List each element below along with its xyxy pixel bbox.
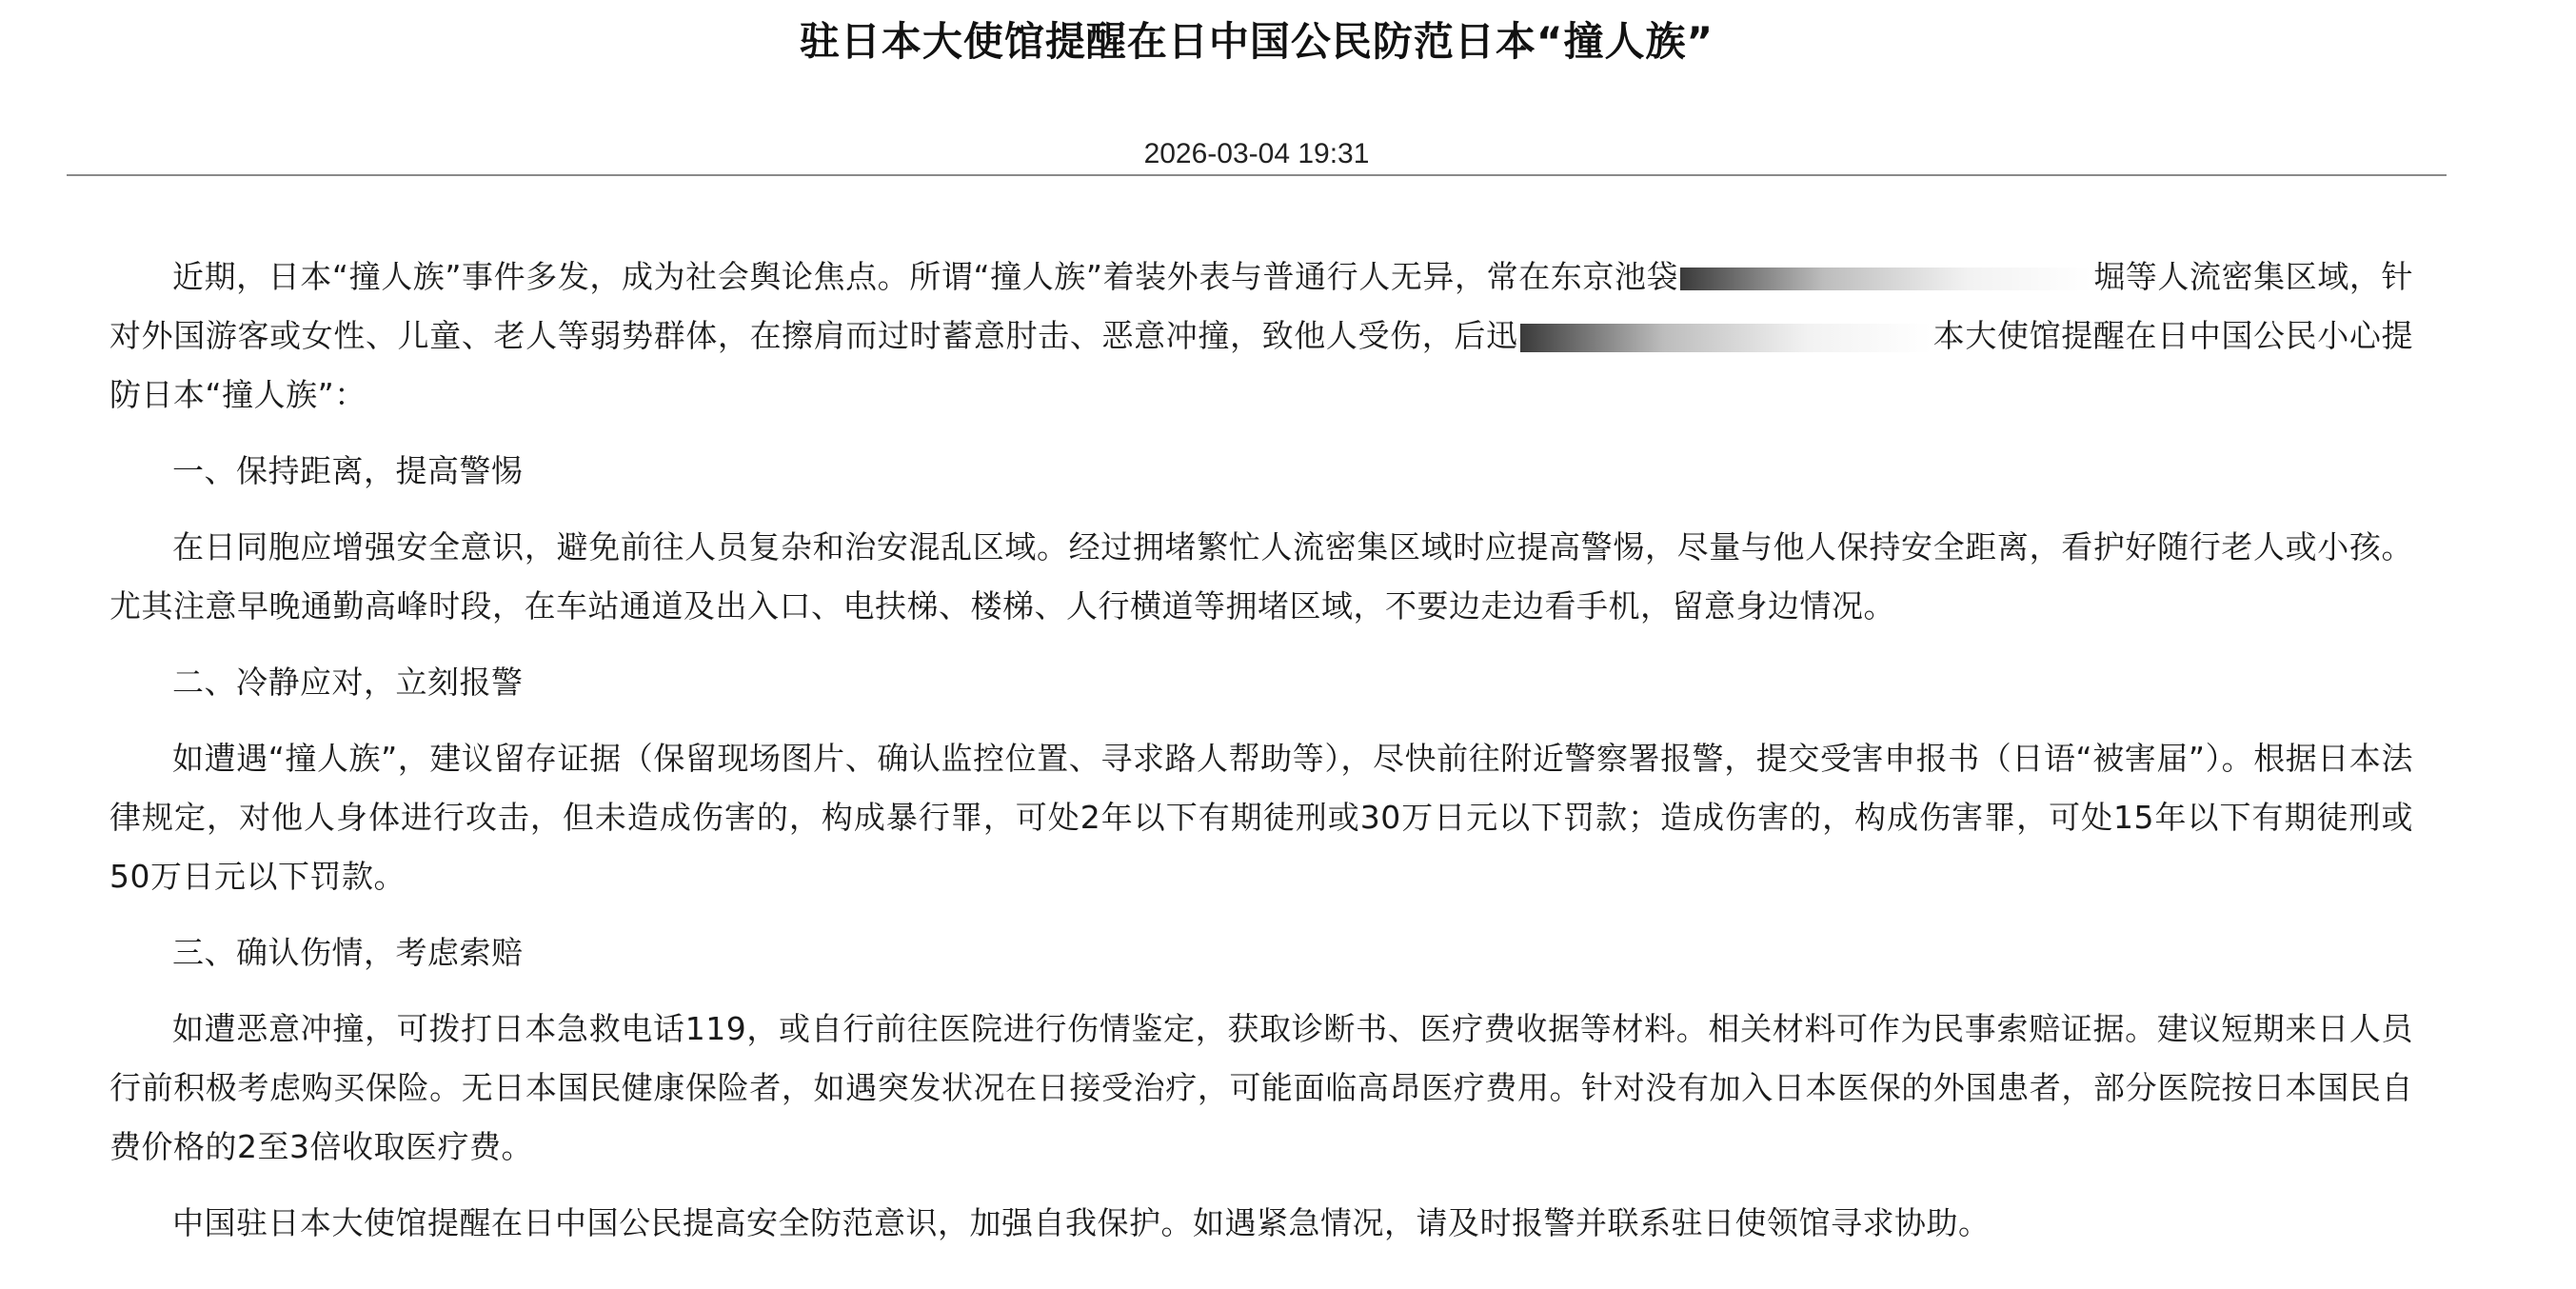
section-2-heading: 二、冷静应对，立刻报警 — [172, 664, 524, 701]
intro-text-part2: 堀等人流密集区域，针对外国游客或女性、儿童、老人等弱势群体，在擦肩而过时蓄意肘击、恶意冲撞，致他人受伤，后迅 — [109, 258, 2414, 354]
section-3-paragraph: 如遭恶意冲撞，可拨打日本急救电话119，或自行前往医院进行伤情鉴定，获取诊断书、医疗费收据等材料。相关材料可作为民事索赔证据。建议短期来日人员行前积极考虑购买保险。无日本国民健康保险者，如遇突发状况在日接受治疗，可能面临高昂医疗费用。针对没有加入日本医保的外国患者，部分医院按日本国民自费价格的2至3倍收取医疗费。 — [109, 1010, 2413, 1165]
article-title: 驻日本大使馆提醒在日中国公民防范日本“撞人族” — [799, 18, 1714, 65]
intro-text-part1: 近期，日本“撞人族”事件多发，成为社会舆论焦点。所谓“撞人族”着装外表与普通行人无异，常在东京池袋 — [172, 258, 1679, 295]
intro-text-part3: 本大使馆提醒在日中国公民小心提防日本“撞人族”： — [109, 317, 2414, 413]
closing-paragraph: 中国驻日本大使馆提醒在日中国公民提高安全防范意识，加强自我保护。如遇紧急情况，请及时报警并联系驻日使领馆寻求协助。 — [172, 1204, 1991, 1241]
redaction-bar — [1680, 268, 2091, 290]
article-datetime: 2026-03-04 19:31 — [1143, 138, 1370, 169]
section-2-paragraph: 如遭遇“撞人族”，建议留存证据（保留现场图片、确认监控位置、寻求路人帮助等），尽快前往附近警察署报警，提交受害申报书（日语“被害届”）。根据日本法律规定，对他人身体进行攻击，但未造成伤害的，构成暴行罪，可处2年以下有期徒刑或30万日元以下罚款；造成伤害的，构成伤害罪，可处15年以下有期徒刑或50万日元以下罚款。 — [109, 740, 2413, 895]
redaction-bar — [1520, 324, 1932, 352]
section-1-heading: 一、保持距离，提高警惕 — [172, 452, 524, 489]
title-divider — [67, 174, 2447, 176]
intro-paragraph — [109, 248, 2413, 425]
section-3-heading: 三、确认伤情，考虑索赔 — [172, 934, 524, 971]
article-body — [109, 248, 2413, 1270]
section-1-paragraph: 在日同胞应增强安全意识，避免前往人员复杂和治安混乱区域。经过拥堵繁忙人流密集区域时应提高警惕，尽量与他人保持安全距离，看护好随行老人或小孩。尤其注意早晚通勤高峰时段，在车站通道及出入口、电扶梯、楼梯、人行横道等拥堵区域，不要边走边看手机，留意身边情况。 — [109, 528, 2413, 625]
